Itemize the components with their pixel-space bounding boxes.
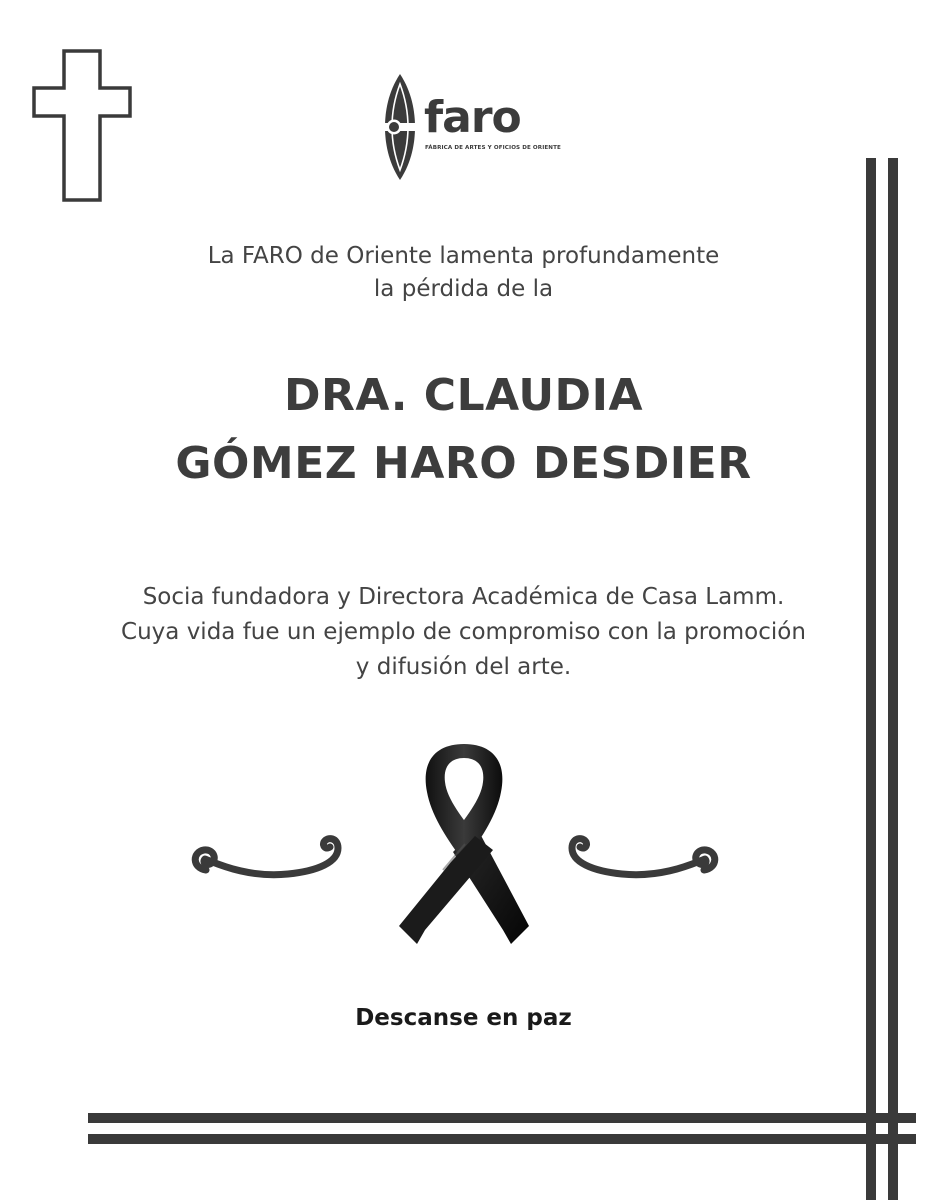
intro-text [0, 240, 927, 306]
border-line-horizontal-2 [88, 1134, 916, 1144]
closing-text: Descanse en paz [355, 1005, 572, 1031]
faro-tagline: FÁBRICA DE ARTES Y OFICIOS DE ORIENTE [425, 145, 561, 151]
intro-line-1: La FARO de Oriente lamenta profundamente [207, 243, 720, 269]
description-text [0, 580, 927, 685]
cross-icon [30, 48, 134, 204]
intro-line-2: la pérdida de la [373, 276, 554, 302]
description-line-3: y difusión del arte. [355, 654, 572, 680]
mourning-ribbon-icon [395, 740, 533, 966]
faro-logo-emblem [382, 72, 418, 182]
faro-wordmark: faro [424, 92, 521, 143]
description-line-1: Socia fundadora y Directora Académica de Casa Lamm. [142, 584, 785, 610]
scroll-ornament-right-icon [552, 830, 722, 886]
name-line-1: DRA. CLAUDIA [283, 370, 643, 421]
description-line-2: Cuya vida fue un ejemplo de compromiso con la promoción [121, 619, 806, 645]
name-line-2: GÓMEZ HARO DESDIER [175, 438, 752, 489]
scroll-ornament-left-icon [188, 830, 358, 886]
border-line-horizontal-1 [88, 1113, 916, 1123]
deceased-name [0, 362, 927, 498]
